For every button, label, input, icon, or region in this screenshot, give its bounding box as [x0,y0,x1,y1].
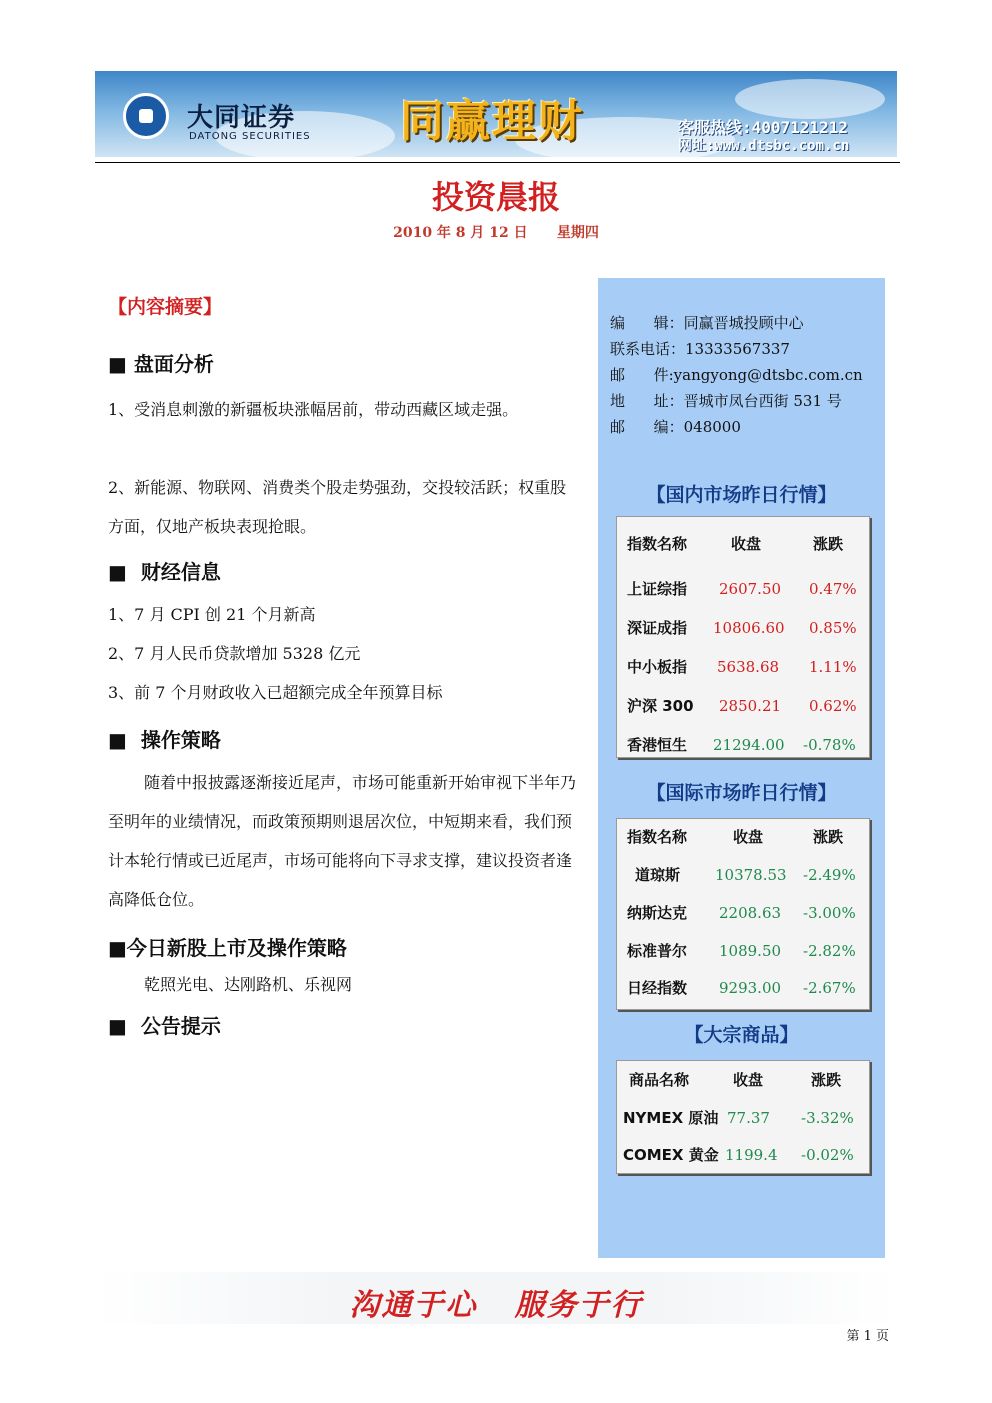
change-value: 0.47% [809,580,857,598]
contact-phone: 联系电话：13333567337 [610,340,790,358]
report-date: 2010 年 8 月 12 日 星期四 [393,225,599,241]
paragraph: 1、7 月 CPI 创 21 个月新高 [108,605,316,624]
paragraph: 2、新能源、物联网、消费类个股走势强劲，交投较活跃；权重股方面，仅地产板块表现抢眼。 [108,478,567,536]
brand-title: 同赢理财 [400,96,584,147]
table-row [617,1140,869,1170]
close-value: 10806.60 [713,619,785,637]
close-value: 77.37 [727,1109,770,1127]
close-value: 2208.63 [719,904,782,922]
change-value: -3.32% [801,1109,854,1127]
international-market-table [616,818,870,1010]
contact-email: 邮 件:yangyong@dtsbc.com.cn [610,366,863,384]
close-value: 1199.4 [725,1146,778,1164]
commodity-name: COMEX 黄金 [623,1146,719,1164]
hotline-text: 客服热线:4007121212 [678,118,848,137]
footer-banner [95,1272,897,1324]
index-name: 日经指数 [627,979,688,997]
page-number: 第 1 页 [846,1329,889,1344]
paragraph: 2、7 月人民币贷款增加 5328 亿元 [108,644,361,663]
change-value: 1.11% [809,658,857,676]
column-header: 商品名称 [629,1071,690,1089]
domestic-market-table [616,516,870,758]
close-value: 9293.00 [719,979,782,997]
table-row [617,613,869,643]
company-logo-icon [123,93,169,139]
column-header: 涨跌 [811,1071,842,1089]
close-value: 10378.53 [715,866,787,884]
column-header: 指数名称 [627,828,688,846]
table-row [617,1103,869,1133]
column-header: 收盘 [733,828,764,846]
table-row [617,936,869,966]
change-value: -2.49% [803,866,856,884]
index-name: 沪深 300 [627,697,694,715]
domestic-market-title: 【国内市场昨日行情】 [646,484,837,506]
close-value: 1089.50 [719,942,782,960]
table-row [617,860,869,890]
logo-company-english: DATONG SECURITIES [189,131,311,142]
contact-editor: 编 辑：同赢晋城投顾中心 [610,314,804,332]
close-value: 2850.21 [719,697,782,715]
column-header: 指数名称 [627,535,688,553]
footer-slogan: 沟通于心 服务于行 [349,1288,643,1323]
section-heading-market-analysis: ■ 盘面分析 [108,352,214,376]
column-header: 收盘 [733,1071,764,1089]
table-row [617,652,869,682]
contact-info [610,310,863,440]
commodity-name: NYMEX 原油 [623,1109,719,1127]
paragraph: 1、受消息刺激的新疆板块涨幅居前，带动西藏区域走强。 [108,400,519,419]
international-market-title: 【国际市场昨日行情】 [646,782,837,804]
section-heading-announcements: ■ 公告提示 [108,1014,221,1038]
cloud-decoration [735,79,885,119]
section-heading-new-listings: ■今日新股上市及操作策略 [108,936,347,960]
close-value: 21294.00 [713,736,785,754]
change-value: -0.78% [803,736,856,754]
change-value: -3.00% [803,904,856,922]
header-divider [95,162,900,163]
abstract-heading: 【内容摘要】 [108,296,223,318]
contact-postcode: 邮 编：048000 [610,418,741,436]
index-name: 深证成指 [627,619,688,637]
paragraph: 随着中报披露逐渐接近尾声，市场可能重新开始审视下半年乃至明年的业绩情况，而政策预期则退居次位，中短期来看，我们预计本轮行情或已近尾声，市场可能将向下寻求支撑，建议投资者逢高降低仓位。 [108,773,577,909]
change-value: 0.62% [809,697,857,715]
change-value: -2.67% [803,979,856,997]
index-name: 标准普尔 [627,942,688,960]
table-row [617,730,869,760]
paragraph: 乾照光电、达刚路机、乐视网 [144,975,353,994]
change-value: -0.02% [801,1146,854,1164]
index-name: 香港恒生 [627,736,688,754]
commodity-table [616,1060,870,1174]
table-row [617,973,869,1003]
sidebar-panel [598,278,885,1258]
header-banner [95,71,897,157]
column-header: 涨跌 [813,535,844,553]
column-header: 涨跌 [813,828,844,846]
section-heading-strategy: ■ 操作策略 [108,728,221,752]
table-row [617,574,869,604]
index-name: 上证综指 [627,580,688,598]
index-name: 纳斯达克 [627,904,688,922]
table-row [617,898,869,928]
report-title: 投资晨报 [431,178,560,216]
commodity-title: 【大宗商品】 [684,1024,799,1046]
website-text: 网址:www.dtsbc.com.cn [678,138,850,154]
section-heading-financial-news: ■ 财经信息 [108,560,221,584]
table-row [617,691,869,721]
change-value: 0.85% [809,619,857,637]
table-header-row [617,1065,869,1095]
column-header: 收盘 [731,535,762,553]
index-name: 中小板指 [627,658,688,676]
contact-address: 地 址：晋城市凤台西街 531 号 [610,392,842,410]
table-header-row [617,822,869,852]
change-value: -2.82% [803,942,856,960]
logo-company-name: 大同证券 [187,103,296,133]
paragraph: 3、前 7 个月财政收入已超额完成全年预算目标 [108,683,443,702]
close-value: 2607.50 [719,580,782,598]
table-header-row [617,529,869,559]
close-value: 5638.68 [717,658,780,676]
index-name: 道琼斯 [635,866,681,884]
